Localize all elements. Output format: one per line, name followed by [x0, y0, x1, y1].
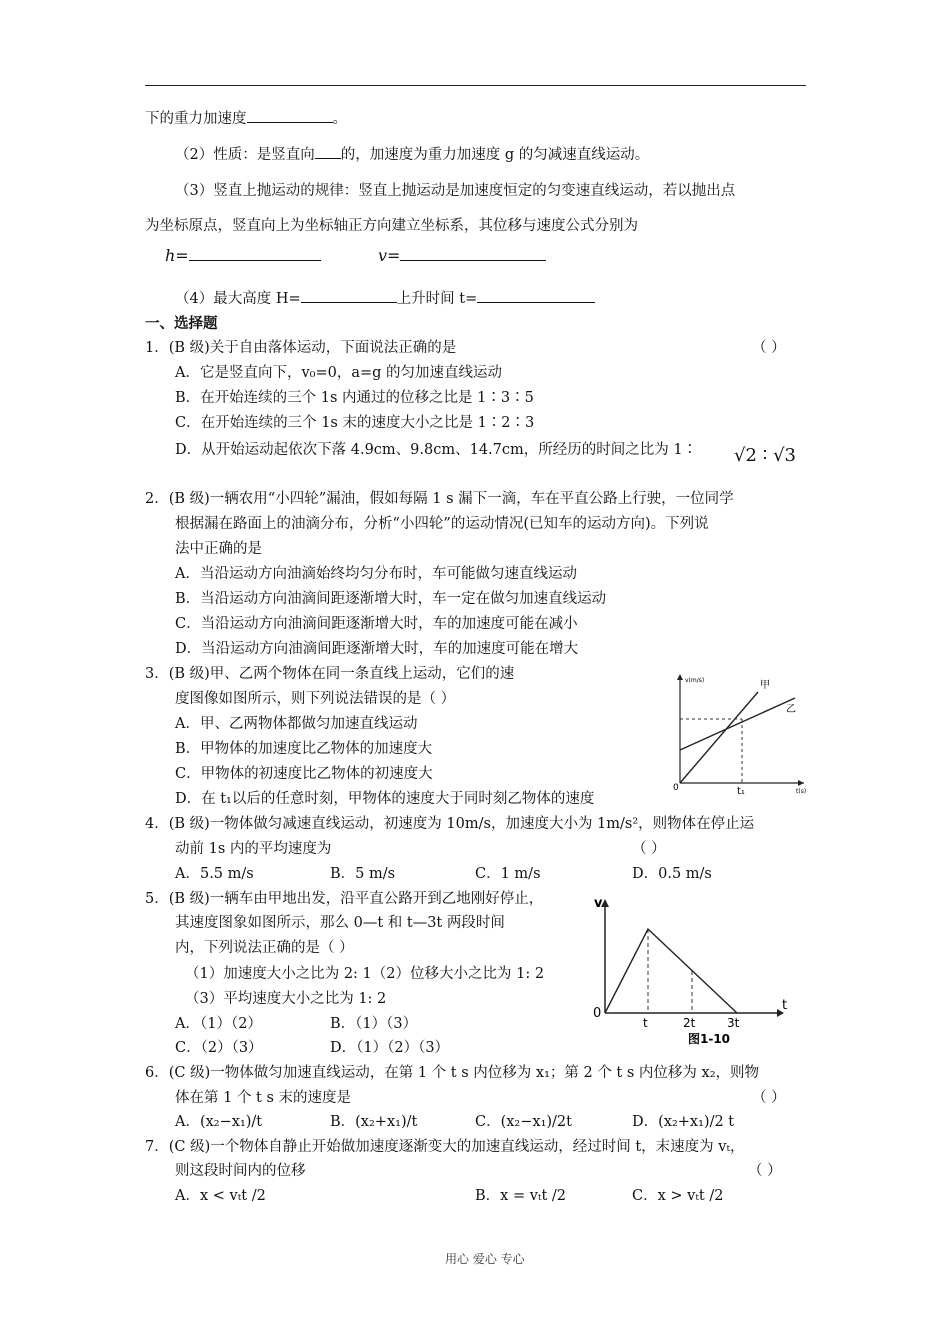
series-yi-line	[680, 698, 795, 750]
series-jia-label: 甲	[760, 680, 770, 691]
max-height-line	[175, 287, 595, 308]
q4-option-b: B．5 m/s	[330, 866, 396, 882]
q2-option-c: C．当沿运动方向油滴间距逐渐增大时，车的加速度可能在减小	[175, 616, 578, 632]
series-yi-label: 乙	[786, 704, 796, 715]
y-axis-label: v(m/s)	[685, 677, 705, 684]
h-label: h=	[165, 246, 189, 265]
property-line	[175, 143, 649, 164]
q1-option-a: A．它是竖直向下，v₀=0，a=g 的匀加速直线运动	[175, 365, 503, 381]
q6-stem-1: 6．(C 级)一物体做匀加速直线运动，在第 1 个 t s 内位移为 x₁；第 2 个 t s 内位移为 x₂，则物	[145, 1065, 760, 1081]
answer-blank	[477, 288, 595, 303]
q1-option-d-radicals	[734, 445, 796, 466]
law-line-2: 为坐标原点，竖直向上为坐标轴正方向建立坐标系，其位移与速度公式分别为	[145, 218, 638, 234]
q1-stem: 1．(B 级)关于自由落体运动，下面说法正确的是	[145, 340, 457, 356]
gravity-accel-line	[145, 107, 347, 128]
q4-stem-1: 4．(B 级)一物体做匀减速直线运动，初速度为 10m/s，加速度大小为 1m/s²，则物体在停止运	[145, 816, 755, 832]
figure-caption: 图1-10	[688, 1032, 731, 1046]
q5-stem-3: 内，下列说法正确的是（ ）	[175, 940, 354, 956]
q4-option-a: A．5.5 m/s	[175, 866, 254, 882]
q5-velocity-graph	[590, 893, 795, 1053]
sqrt3: √3	[773, 445, 796, 466]
answer-blank	[189, 246, 321, 261]
q3-option-a: A．甲、乙两物体都做匀加速直线运动	[175, 716, 418, 732]
y-axis-arrow	[677, 674, 683, 680]
ratio-sep: ∶	[762, 445, 768, 466]
answer-blank	[400, 246, 546, 261]
q7-stem-1: 7．(C 级)一个物体自静止开始做加速度逐渐变大的加速直线运动，经过时间 t，末速度为 vₜ，	[145, 1139, 745, 1155]
q5-statement-1-2: （1）加速度大小之比为 2: 1（2）位移大小之比为 1: 2	[185, 966, 545, 982]
v-formula	[378, 246, 546, 265]
q7-option-a: A．x < vₜt /2	[175, 1188, 266, 1204]
q3-stem-1: 3．(B 级)甲、乙两个物体在同一条直线上运动，它们的速	[145, 666, 515, 682]
q4-answer-paren: （ ）	[632, 841, 666, 857]
answer-blank	[247, 108, 333, 123]
series-jia-line	[680, 692, 758, 783]
q3-velocity-graph	[670, 670, 810, 800]
q6-option-a: A．(x₂−x₁)/t	[175, 1114, 263, 1130]
q1-option-b: B．在开始连续的三个 1s 内通过的位移之比是 1∶3∶5	[175, 390, 534, 406]
q2-option-a: A．当沿运动方向油滴始终均匀分布时，车可能做匀速直线运动	[175, 566, 577, 582]
q4-option-d: D．0.5 m/s	[632, 866, 712, 882]
q3-stem-2: 度图像如图所示，则下列说法错误的是（ ）	[175, 691, 456, 707]
h-formula	[165, 246, 321, 265]
law-line: （3）竖直上抛运动的规律：竖直上抛运动是加速度恒定的匀变速直线运动，若以抛出点	[175, 183, 736, 199]
q3-option-d: D．在 t₁以后的任意时刻，甲物体的速度大于同时刻乙物体的速度	[175, 791, 595, 807]
x-axis-arrow	[798, 780, 804, 786]
q5-stem-2: 其速度图象如图所示，那么 0—t 和 t—3t 两段时间	[175, 915, 505, 931]
answer-blank	[315, 144, 341, 159]
q6-option-c: C．(x₂−x₁)/2t	[475, 1114, 572, 1130]
q2-option-d: D．当沿运动方向油滴间距逐渐增大时，车的加速度可能在增大	[175, 641, 579, 657]
origin-label: 0	[593, 1006, 602, 1021]
q1-option-d: D．从开始运动起依次下落 4.9cm、9.8cm、14.7cm，所经历的时间之比为 1∶	[175, 442, 698, 458]
q7-stem-2: 则这段时间内的位移	[175, 1163, 306, 1179]
q5-stem-1: 5．(B 级)一辆车由甲地出发，沿平直公路开到乙地刚好停止，	[145, 891, 544, 907]
q5-statement-3: （3）平均速度大小之比为 1: 2	[185, 991, 387, 1007]
q4-stem-2: 动前 1s 内的平均速度为	[175, 841, 332, 857]
q2-stem-3: 法中正确的是	[175, 541, 262, 557]
q5-option-a: A．（1）（2）	[175, 1016, 262, 1032]
x-axis-label: t(s)	[796, 788, 807, 795]
tick-3t: 3t	[727, 1016, 740, 1030]
q3-option-b: B．甲物体的加速度比乙物体的加速度大	[175, 741, 433, 757]
text: 。	[332, 111, 347, 127]
q7-answer-paren: （ ）	[748, 1163, 782, 1179]
q6-option-b: B．(x₂+x₁)/t	[330, 1114, 418, 1130]
q3-option-c: C．甲物体的初速度比乙物体的初速度大	[175, 766, 433, 782]
header-rule	[145, 85, 806, 86]
sqrt2: √2	[734, 445, 757, 466]
q6-answer-paren: （ ）	[752, 1090, 786, 1106]
page-footer: 用心 爱心 专心	[445, 1252, 525, 1266]
velocity-polyline	[605, 929, 737, 1013]
q1-answer-paren: （ ）	[752, 340, 786, 356]
section-title: 一、选择题	[145, 315, 218, 332]
tick-2t: 2t	[683, 1016, 696, 1030]
q7-option-c: C．x > vₜt /2	[632, 1188, 724, 1204]
text: 下的重力加速度	[145, 111, 247, 127]
tick-t: t	[643, 1016, 648, 1030]
q2-stem-1: 2．(B 级)一辆农用“小四轮”漏油，假如每隔 1 s 漏下一滴，车在平直公路上行驶，一位同学	[145, 491, 734, 507]
answer-blank	[301, 288, 397, 303]
text: 上升时间 t=	[396, 291, 478, 307]
q5-option-b: B．（1）（3）	[330, 1016, 418, 1032]
origin-label: 0	[673, 783, 679, 793]
text: 的，加速度为重力加速度 g 的匀减速直线运动。	[340, 147, 650, 163]
q1-option-c: C．在开始连续的三个 1s 末的速度大小之比是 1∶2∶3	[175, 415, 535, 431]
q7-option-b: B．x = vₜt /2	[475, 1188, 567, 1204]
q6-stem-2: 体在第 1 个 t s 末的速度是	[175, 1090, 352, 1106]
q4-option-c: C．1 m/s	[475, 866, 541, 882]
text: （4）最大高度 H=	[175, 291, 301, 307]
q6-option-d: D．(x₂+x₁)/2 t	[632, 1114, 735, 1130]
t1-tick-label: t₁	[737, 786, 745, 797]
x-axis-label: t	[782, 998, 788, 1013]
y-axis-label: v	[594, 896, 603, 911]
text: （2）性质：是竖直向	[175, 147, 315, 163]
q2-option-b: B．当沿运动方向油滴间距逐渐增大时，车一定在做匀加速直线运动	[175, 591, 607, 607]
q2-stem-2: 根据漏在路面上的油滴分布，分析“小四轮”的运动情况(已知车的运动方向)。下列说	[175, 516, 709, 532]
q5-option-c: C．（2）（3）	[175, 1040, 263, 1056]
v-label: v=	[378, 246, 401, 265]
q5-option-d: D．（1）（2）（3）	[330, 1040, 450, 1056]
